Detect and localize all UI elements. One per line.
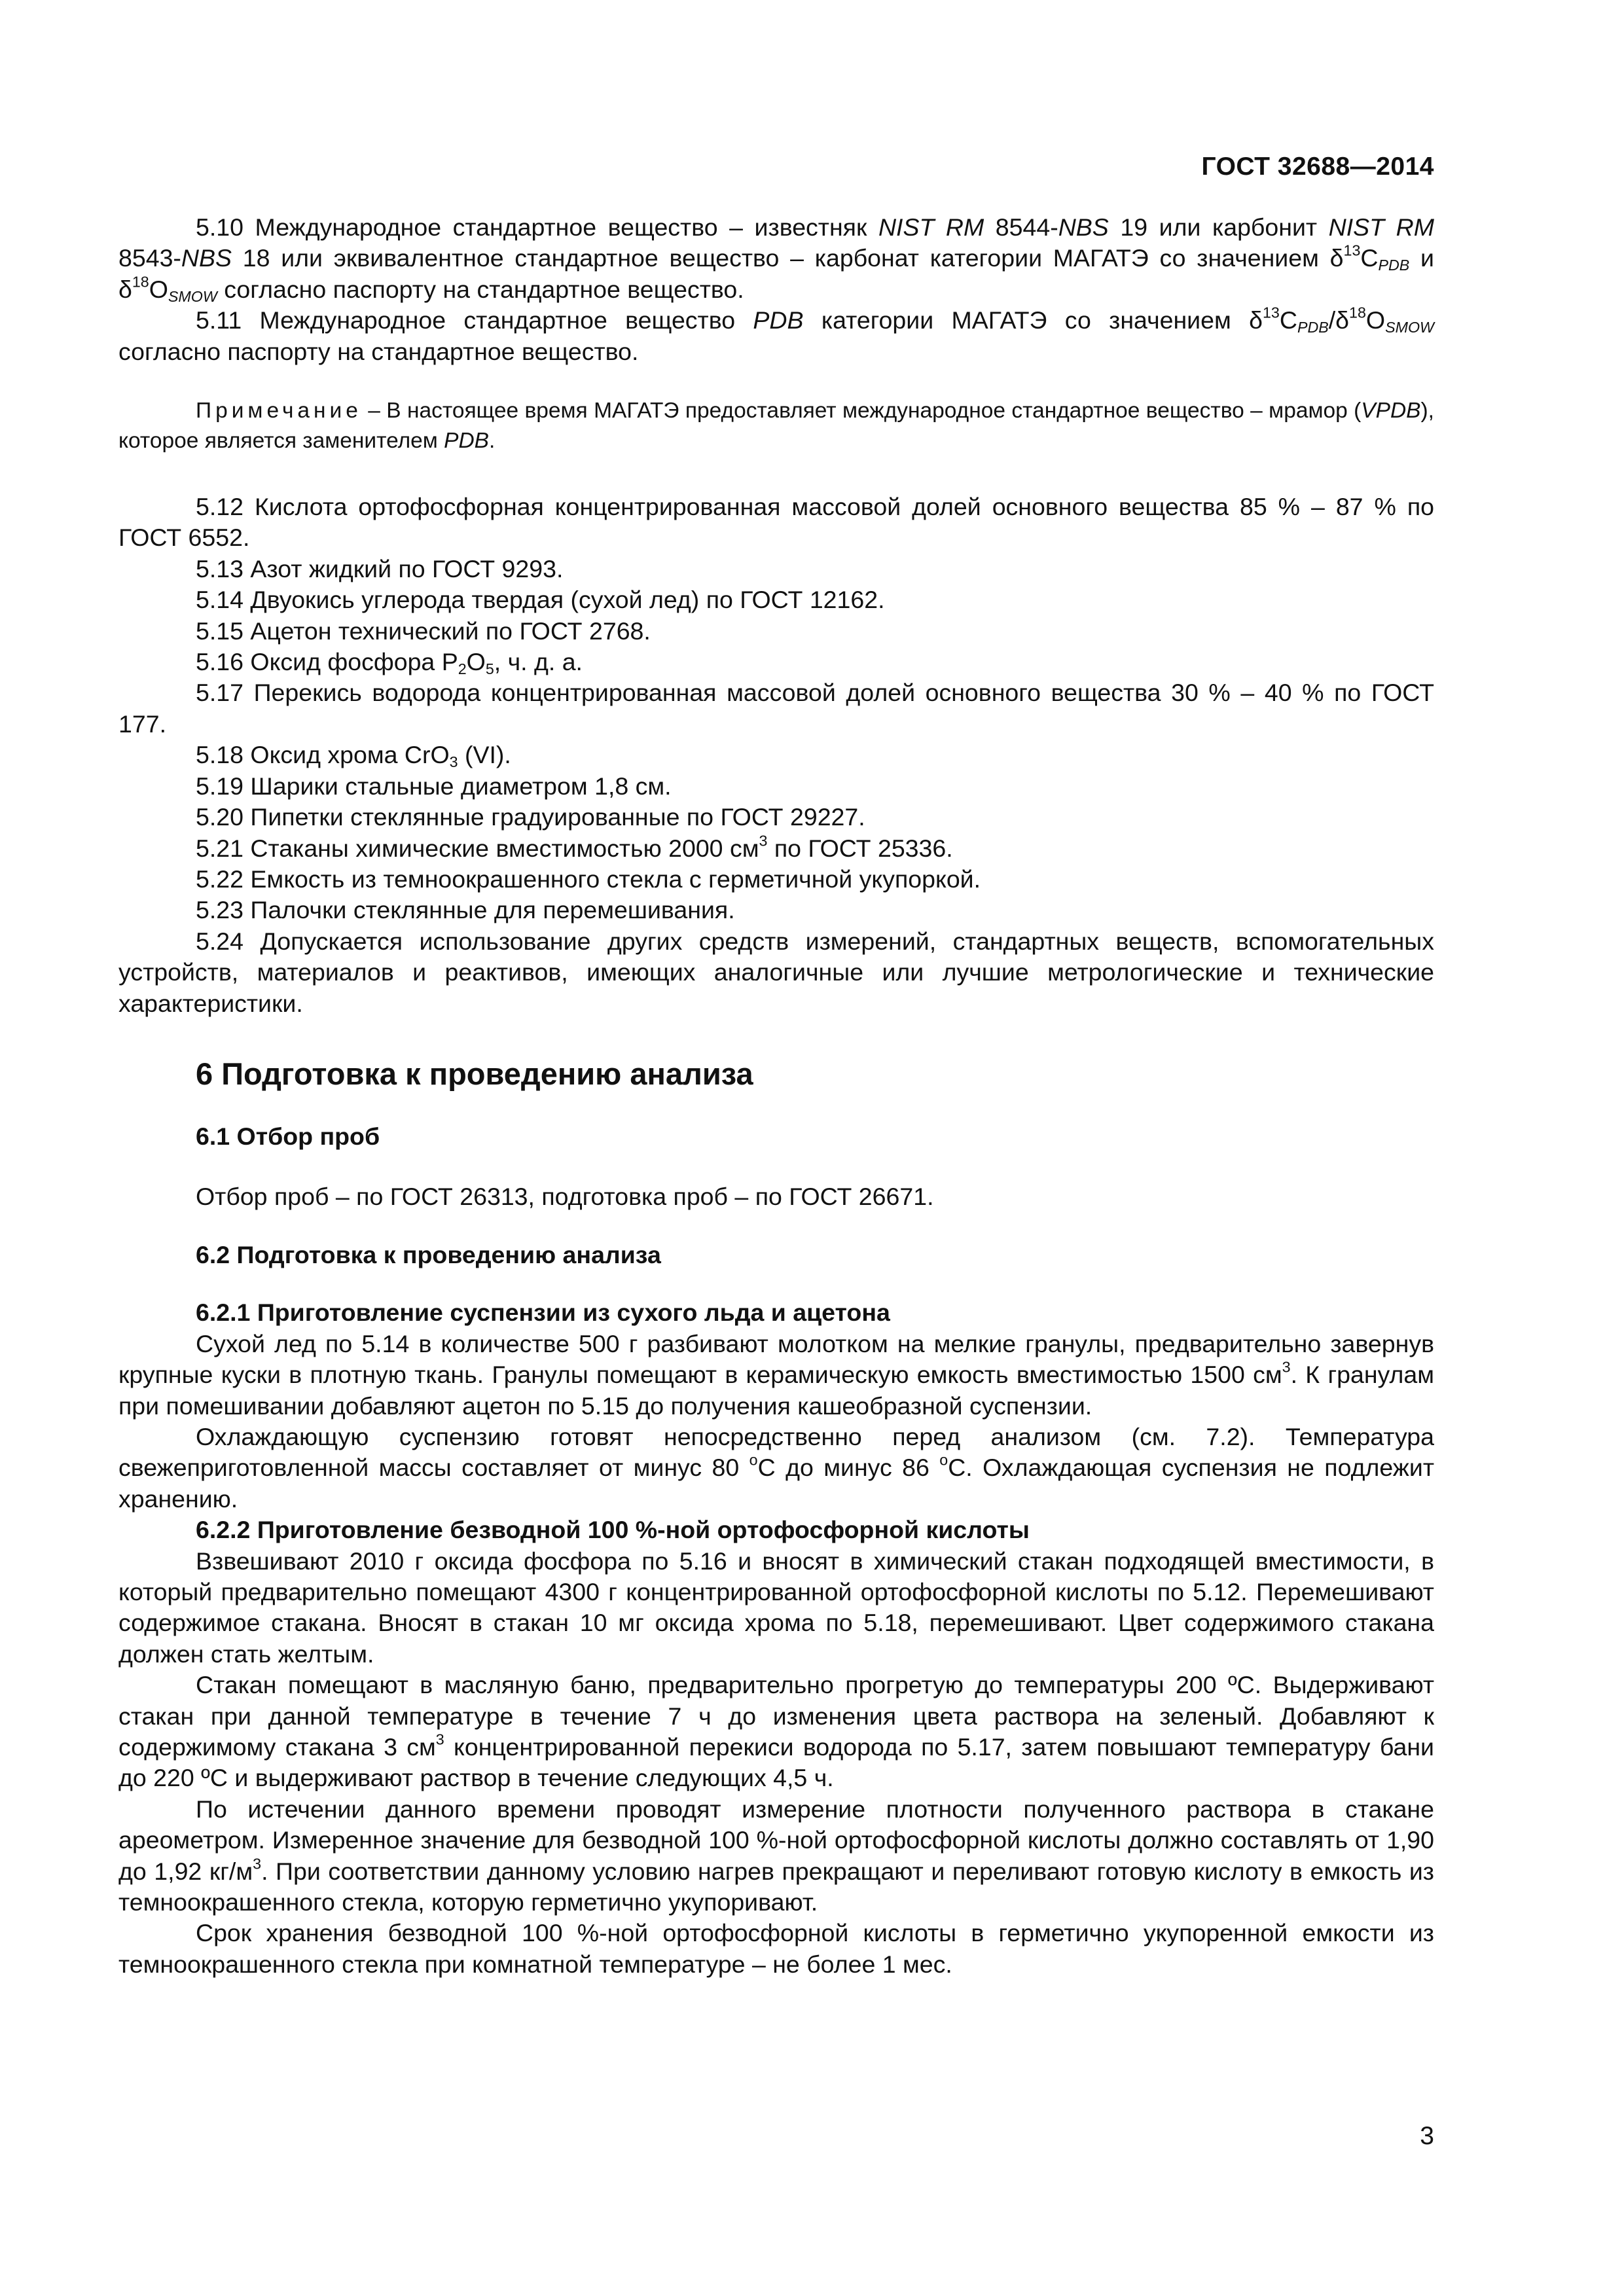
subsection-6-1-heading: 6.1 Отбор проб bbox=[196, 1122, 380, 1150]
paragraph-5-18: 5.18 Оксид хрома CrO$_3$ (VI). bbox=[196, 741, 511, 771]
page-number: 3 bbox=[1420, 2122, 1434, 2150]
note-paragraph: Примечание – В настоящее время МАГАТЭ предоставляет международное стандартное вещество – мрамор (VPDB), которое является заменителем PDB. bbox=[118, 399, 1434, 454]
paragraph-6-2-2-b: Стакан помещают в масляную баню, предварительно прогретую до температуры 200 ºС. Выдерживают стакан при данной температуре в течение 7 ч до изменения цвета раствора на зеленый. Добавляют к содержимому стакана 3 $см^3$ концентрированной перекиси водорода по 5.17, затем повышают температуру бани до 220 ºС и выдерживают раствор в течение следующих 4,5 ч. bbox=[118, 1671, 1435, 1792]
subsection-6-2-1-heading: 6.2.1 Приготовление суспензии из сухого льда и ацетона bbox=[196, 1299, 890, 1327]
paragraph-5-11: 5.11 Международное стандартное вещество PDB категории МАГАТЭ со значением $\delta^{13}C_{PDB}/\delta^{18}O_{SMOW}$ согласно паспорту на стандартное вещество. bbox=[118, 304, 1434, 365]
paragraph-5-19: 5.19 Шарики стальные диаметром 1,8 см. bbox=[196, 772, 672, 800]
standard-header: ГОСТ 32688—2014 bbox=[1201, 152, 1434, 181]
section-6-heading: 6 Подготовка к проведению анализа bbox=[196, 1056, 753, 1091]
note-label: Примечание bbox=[196, 399, 362, 423]
paragraph-5-22: 5.22 Емкость из темноокрашенного стекла с герметичной укупоркой. bbox=[196, 865, 981, 893]
paragraph-6-2-2-a: Взвешивают 2010 г оксида фосфора по 5.16 и вносят в химический стакан подходящей вместимости, в который предварительно помещают 4300 г концентрированной ортофосфорной кислоты по 5.12. Перемешивают содержимое стакана. Вносят в стакан 10 мг оксида хрома по 5.18, перемешивают. Цвет содержимого стакана должен стать желтым. bbox=[118, 1547, 1434, 1668]
page-content bbox=[118, 212, 1434, 1980]
paragraph-5-12: 5.12 Кислота ортофосфорная концентрированная массовой долей основного вещества 85 % – 87 % по ГОСТ 6552. bbox=[118, 493, 1434, 552]
paragraph-6-2-2-d: Срок хранения безводной 100 %-ной ортофосфорной кислоты в герметично укупоренной емкости из темноокрашенного стекла при комнатной температуре – не более 1 мес. bbox=[118, 1919, 1434, 1978]
paragraph-5-17: 5.17 Перекись водорода концентрированная массовой долей основного вещества 30 % – 40 % по ГОСТ 177. bbox=[118, 679, 1434, 738]
paragraph-5-20: 5.20 Пипетки стеклянные градуированные по ГОСТ 29227. bbox=[196, 803, 865, 831]
paragraph-6-2-1-b: Охлаждающую суспензию готовят непосредственно перед анализом (см. 7.2). Температура свежеприготовленной массы составляет от минус 80 $^o$С до минус 86 $^o$С. Охлаждающая суспензия не подлежит хранению. bbox=[118, 1422, 1435, 1513]
paragraph-5-21: 5.21 Стаканы химические вместимостью 2000 $см^3$ по ГОСТ 25336. bbox=[196, 832, 953, 862]
paragraph-5-13: 5.13 Азот жидкий по ГОСТ 9293. bbox=[196, 554, 564, 583]
paragraph-6-2-1-a: Сухой лед по 5.14 в количестве 500 г разбивают молотком на мелкие гранулы, предварительно завернув крупные куски в плотную ткань. Гранулы помещают в керамическую емкость вместимостью 1500 $см^3$. К гранулам при помешивании добавляют ацетон по 5.15 до получения кашеобразной суспензии. bbox=[118, 1329, 1434, 1420]
paragraph-6-2-2-c: По истечении данного времени проводят измерение плотности полученного раствора в стакане ареометром. Измеренное значение для безводной 100 %-ной ортофосфорной кислоты должно составлять от 1,90 до 1,92 $кг/м^3$. При соответствии данному условию нагрев прекращают и переливают готовую кислоту в емкость из темноокрашенного стекла, которую герметично укупоривают. bbox=[118, 1795, 1434, 1916]
paragraph-5-15: 5.15 Ацетон технический по ГОСТ 2768. bbox=[196, 617, 651, 645]
paragraph-5-14: 5.14 Двуокись углерода твердая (сухой лед) по ГОСТ 12162. bbox=[196, 586, 885, 614]
subsection-6-2-heading: 6.2 Подготовка к проведению анализа bbox=[196, 1241, 661, 1269]
paragraph-5-24: 5.24 Допускается использование других средств измерений, стандартных веществ, вспомогательных устройств, материалов и реактивов, имеющих аналогичные или лучшие метрологические и технические характеристики. bbox=[118, 927, 1434, 1017]
paragraph-6-1: Отбор проб – по ГОСТ 26313, подготовка проб – по ГОСТ 26671. bbox=[196, 1182, 934, 1210]
paragraph-5-23: 5.23 Палочки стеклянные для перемешивания. bbox=[196, 896, 735, 924]
paragraph-5-10: 5.10 Международное стандартное вещество – известняк NIST RM 8544-NBS 19 или карбонит NIST RM 8543-NBS 18 или эквивалентное стандартное вещество – карбонат категории МАГАТЭ со значением $\delta^{13}C_{PDB}$ и $\delta^{18}O_{SMOW}$ согласно паспорту на стандартное вещество. bbox=[118, 213, 1434, 305]
paragraph-5-16: 5.16 Оксид фосфора $P_2O_5$, ч. д. а. bbox=[196, 648, 583, 677]
subsection-6-2-2-heading: 6.2.2 Приготовление безводной 100 %-ной ортофосфорной кислоты bbox=[196, 1516, 1030, 1544]
